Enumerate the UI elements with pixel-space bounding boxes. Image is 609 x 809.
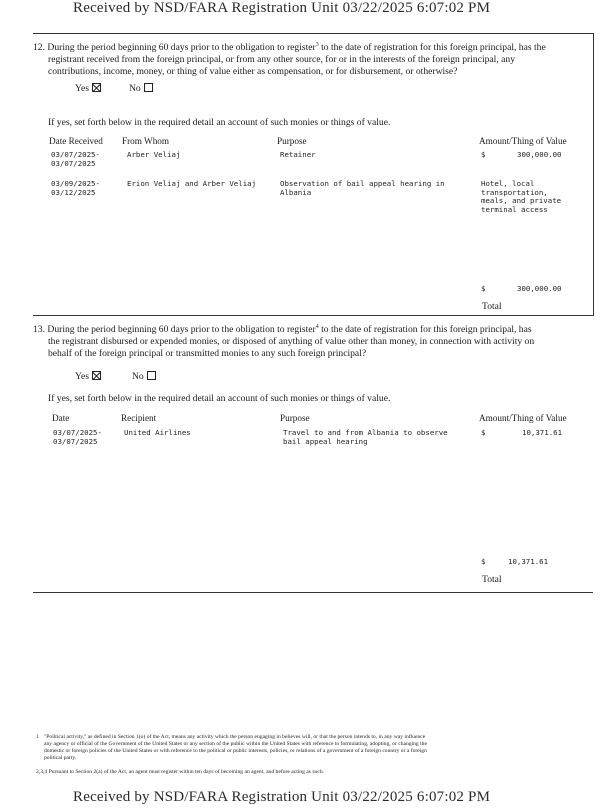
q12-instruction: If yes, set forth below in the required detail an account of such monies or things of value. — [48, 117, 391, 128]
q13-no-label: No — [132, 371, 144, 382]
q13-text-line1b: to the date of registration for this foreign principal, has — [321, 324, 532, 336]
q13-row1-date-to: 03/07/2025 — [53, 436, 98, 446]
q12-row2-date — [51, 180, 100, 197]
footnote-1-marker: 1 — [36, 734, 39, 740]
q12-row2-amount-line4: terminal access — [481, 204, 548, 214]
q13-yes-label: Yes — [75, 371, 89, 382]
q12-row1-purpose: Retainer — [280, 150, 316, 159]
q12-row2-amount — [481, 180, 561, 214]
q12-total-label: Total — [482, 301, 502, 312]
q13-text-line3: behalf of the foreign principal or transmitted monies to any such foreign principal? — [48, 348, 367, 360]
footnote-2-marker: 2,3,4 — [36, 769, 48, 775]
q13-row1-recipient: United Airlines — [124, 428, 191, 437]
q13-text-line2: the registrant disbursed or expended monies, or disposed of anything of value other than money, in connection with activity on — [48, 336, 535, 348]
q12-row1-date-from: 03/07/2025- — [51, 150, 100, 159]
q13-row1-currency: $ — [481, 428, 486, 437]
q12-row2-purpose — [280, 180, 445, 197]
q12-text-line2: registrant received from the foreign principal, or from any other source, for or in the interests of the foreign principal, any — [48, 54, 515, 66]
q12-col-amount: Amount/Thing of Value — [479, 136, 567, 146]
q13-col-recipient: Recipient — [121, 413, 157, 423]
q12-footnote-ref: 3 — [315, 42, 319, 48]
q12-bottom-rule — [33, 315, 593, 316]
q12-row2-amount-line3: meals, and private — [481, 196, 562, 206]
q13-row1-purpose-line2: bail appeal hearing — [283, 436, 368, 446]
q12-row2-date-from: 03/09/2025- — [51, 179, 100, 188]
q12-text-line1b: to the date of registration for this foreign principal, has the — [321, 42, 546, 54]
q12-no-label: No — [129, 83, 141, 94]
q13-no-option[interactable] — [132, 371, 156, 383]
footnote-1-line4: political party. — [44, 755, 77, 761]
q13-total-amount: 10,371.61 — [508, 557, 549, 566]
q12-total-amount: 300,000.00 — [517, 284, 562, 293]
q12-row1-date-to: 03/07/2025 — [51, 158, 96, 168]
q12-total-currency: $ — [481, 284, 486, 293]
q12-no-checkbox[interactable] — [144, 83, 153, 92]
q13-text-line1: During the period beginning 60 days prior to the obligation to register — [47, 324, 316, 336]
q12-yes-checkbox[interactable] — [92, 83, 101, 92]
q12-text-line1: During the period beginning 60 days prior to the obligation to register — [47, 42, 316, 54]
registration-stamp-bottom: Received by NSD/FARA Registration Unit 03/22/2025 6:07:02 PM — [73, 789, 491, 805]
registration-stamp-top: Received by NSD/FARA Registration Unit 03/22/2025 6:07:02 PM — [73, 0, 491, 16]
q13-bottom-rule — [33, 592, 593, 593]
q12-row2-amount-line2: transportation, — [481, 187, 548, 197]
q13-number: 13. — [33, 324, 45, 336]
q13-yes-checkbox[interactable] — [92, 371, 101, 380]
q12-no-option[interactable] — [129, 83, 153, 95]
q12-col-date-received: Date Received — [49, 136, 103, 146]
q12-row1-date — [51, 151, 100, 168]
footnote-1-line3: domestic or foreign policies of the United States or with reference to the political or public interests, policies, or relations of a government of a foreign country or a foreign — [44, 748, 427, 754]
footnote-2 — [36, 769, 324, 776]
q12-yes-option[interactable] — [75, 83, 101, 95]
frame-right-edge — [593, 33, 594, 316]
q13-col-purpose: Purpose — [280, 413, 310, 423]
q13-row1-purpose-line1: Travel to and from Albania to observe — [283, 428, 448, 437]
q13-instruction: If yes, set forth below in the required detail an account of such monies or things of value. — [48, 393, 391, 404]
q12-row2-purpose-line2: Albania — [280, 187, 312, 197]
q12-row2-from: Erion Veliaj and Arber Veliaj — [127, 179, 257, 188]
q13-row1-date — [53, 429, 102, 446]
q12-number: 12. — [33, 42, 45, 54]
q13-col-date: Date — [52, 413, 70, 423]
footnote-2-text: Pursuant to Section 2(a) of the Act, an agent must register within ten days of becoming an agent, and before acting as such. — [48, 769, 325, 775]
q13-total-label: Total — [482, 574, 502, 585]
q12-col-purpose: Purpose — [277, 136, 307, 146]
q13-row1-amount: 10,371.61 — [522, 428, 563, 437]
q13-row1-date-from: 03/07/2025- — [53, 428, 102, 437]
q12-question — [33, 39, 593, 78]
q13-total-currency: $ — [481, 557, 486, 566]
q12-col-from-whom: From Whom — [122, 136, 170, 146]
q12-row2-amount-line1: Hotel, local — [481, 179, 535, 188]
section-top-rule — [33, 33, 593, 34]
q12-row2-purpose-line1: Observation of bail appeal hearing in — [280, 179, 445, 188]
q13-no-checkbox[interactable] — [147, 371, 156, 380]
q12-row1-amount: 300,000.00 — [517, 150, 562, 159]
q13-row1-purpose — [283, 429, 448, 446]
q12-row2-date-to: 03/12/2025 — [51, 187, 96, 197]
q12-yes-label: Yes — [75, 83, 89, 94]
footnote-1 — [36, 734, 576, 762]
footnote-1-line1: "Political activity," as defined in Section 1(o) of the Act, means any activity which the person engaging in believes will, or that the person intends to, in any way influence — [44, 734, 426, 740]
footnote-1-line2: any agency or official of the Government of the United States or any section of the public within the United States with reference to formulating, adopting, or changing the — [44, 741, 427, 747]
q13-col-amount: Amount/Thing of Value — [479, 413, 567, 423]
q13-footnote-ref: 4 — [315, 324, 319, 330]
q12-row1-currency: $ — [481, 150, 486, 159]
q12-text-line3: contributions, income, money, or thing of value either as compensation, or for disbursement, or otherwise? — [48, 66, 458, 78]
q13-yes-option[interactable] — [75, 371, 101, 383]
q12-row1-from: Arber Veliaj — [127, 150, 181, 159]
q13-question — [33, 321, 593, 360]
